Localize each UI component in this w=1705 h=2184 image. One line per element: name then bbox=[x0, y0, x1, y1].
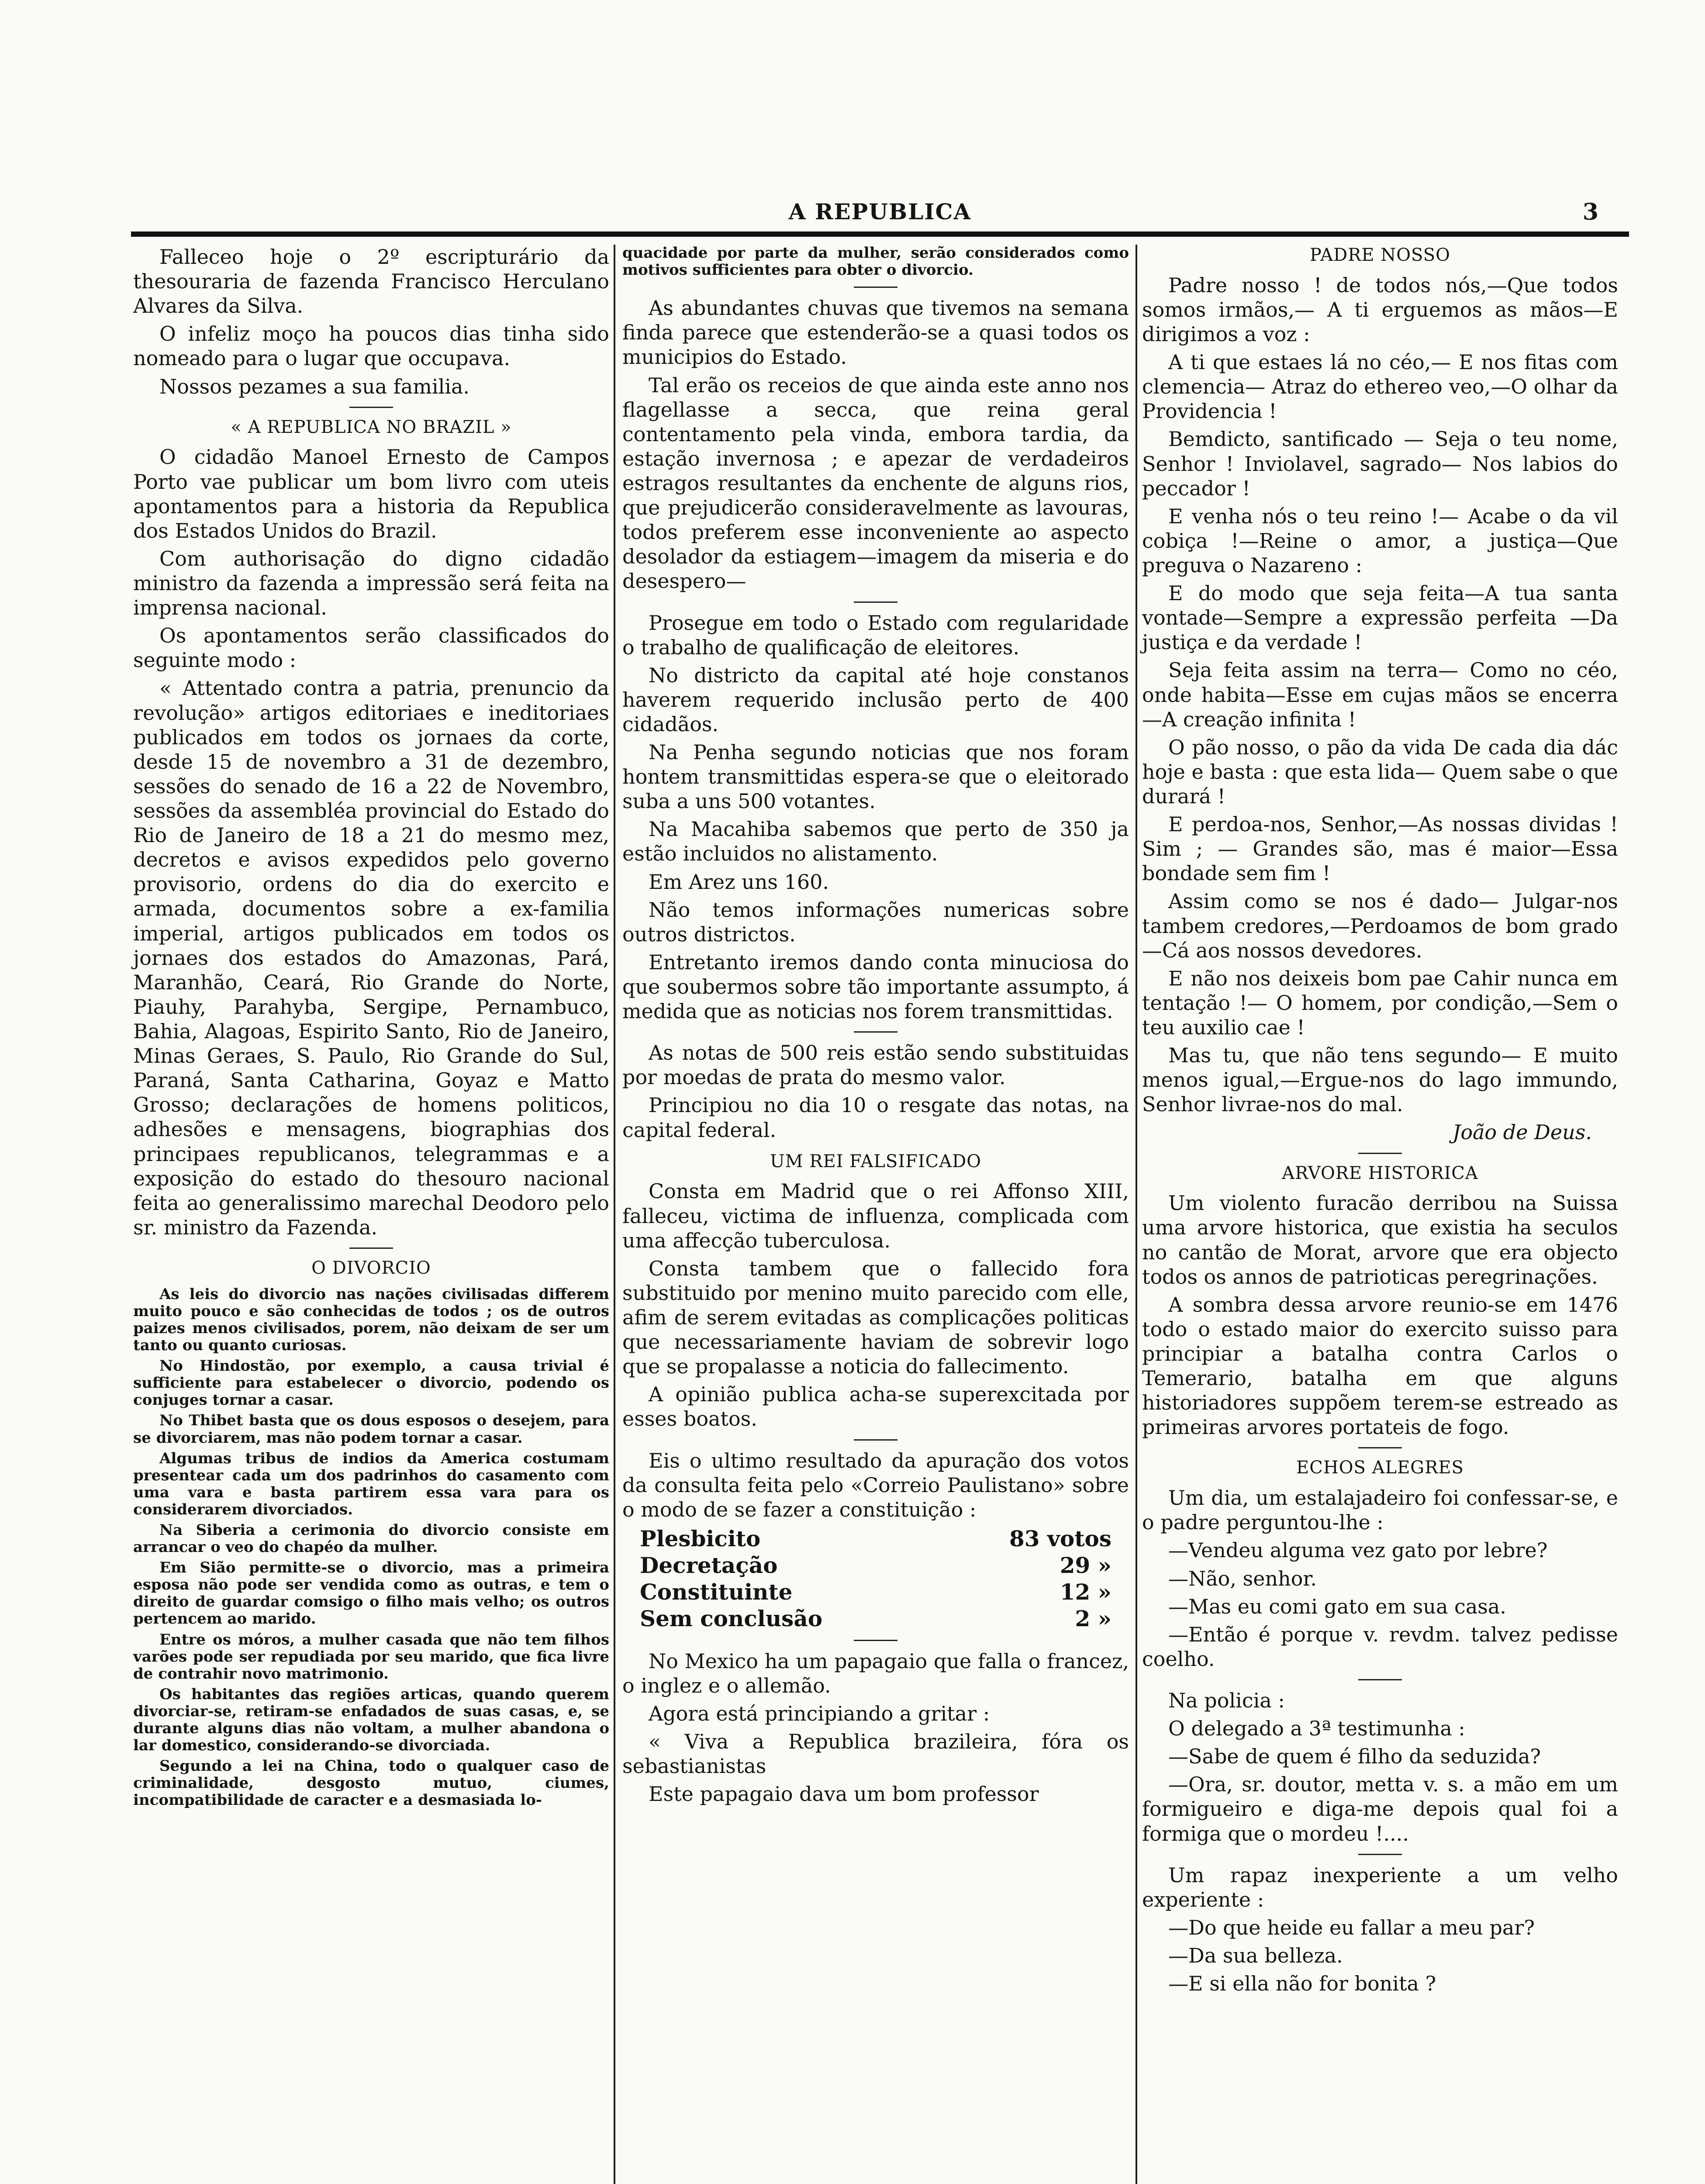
paragraph: —Da sua belleza. bbox=[1168, 1943, 1343, 1967]
paragraph: Assim como se nos é dado— Julgar-nos tambem credores,—Perdoamos de bom grado—Cá aos nossos devedores. bbox=[1142, 889, 1618, 962]
paragraph: No Mexico ha um papagaio que falla o francez, o inglez e o allemão. bbox=[622, 1649, 1129, 1698]
separator bbox=[854, 1031, 897, 1033]
paragraph: Eis o ultimo resultado da apuração dos votos da consulta feita pelo «Correio Paulistano» sobre o modo de se fazer a constituição : bbox=[622, 1448, 1129, 1521]
vote-label: Sem conclusão bbox=[640, 1605, 823, 1631]
newspaper-title: A REPUBLICA bbox=[788, 199, 972, 225]
paragraph: O pão nosso, o pão da vida De cada dia dác hoje e basta : que esta lida— Quem sabe o que durará ! bbox=[1142, 735, 1618, 808]
paragraph: —Sabe de quem é filho da seduzida? bbox=[1168, 1745, 1541, 1769]
vote-value: 2 » bbox=[1075, 1605, 1111, 1631]
paragraph: A opinião publica acha-se superexcitada por esses boatos. bbox=[622, 1382, 1129, 1431]
paragraph: Os apontamentos serão classificados do seguinte modo : bbox=[133, 624, 609, 672]
paragraph: quacidade por parte da mulher, serão considerados como motivos sufficientes para obter o divorcio. bbox=[622, 244, 1129, 279]
paragraph: Em Arez uns 160. bbox=[649, 870, 829, 894]
vote-value: 12 » bbox=[1060, 1579, 1111, 1605]
paragraph: —Vendeu alguma vez gato por lebre? bbox=[1168, 1538, 1548, 1562]
separator bbox=[1358, 1447, 1402, 1448]
paragraph: « Viva a Republica brazileira, fóra os sebastianistas bbox=[622, 1730, 1129, 1778]
paragraph: E venha nós o teu reino !— Acabe o da vil cobiça !—Reine o amor, a justiça—Que preguva o Nazareno : bbox=[1142, 504, 1618, 577]
column-2 bbox=[622, 245, 1129, 1810]
rapaz-article bbox=[1142, 1863, 1618, 1996]
chuvas-article bbox=[622, 296, 1129, 593]
paragraph: Falleceo hoje o 2º escripturário da thesouraria de fazenda Francisco Herculano Alvares da Silva. bbox=[133, 245, 609, 318]
separator bbox=[854, 601, 897, 603]
padre-nosso-poem bbox=[1142, 273, 1618, 1145]
paragraph: Principiou no dia 10 o resgate das notas, na capital federal. bbox=[622, 1093, 1129, 1142]
section-heading: O DIVORCIO bbox=[311, 1258, 431, 1278]
paragraph: No Hindostão, por exemplo, a causa trivial é sufficiente para estabelecer o divorcio, podendo os conjuges tornar a casar. bbox=[133, 1357, 609, 1409]
paragraph: —E si ella não for bonita ? bbox=[1168, 1972, 1436, 1996]
paragraph: Na Siberia a cerimonia do divorcio consiste em arrancar o veo do chapéo da mulher. bbox=[133, 1521, 609, 1556]
paragraph: A ti que estaes lá no céo,— E nos fitas com clemencia— Atraz do ethereo veo,—O olhar da Providencia ! bbox=[1142, 350, 1618, 423]
paragraph: Um dia, um estalajadeiro foi confessar-se, e o padre perguntou-lhe : bbox=[1142, 1486, 1618, 1534]
paragraph: As abundantes chuvas que tivemos na semana finda parece que estenderão-se a quasi todos os municipios do Estado. bbox=[622, 296, 1129, 369]
vote-row bbox=[622, 1579, 1129, 1605]
paragraph: Este papagaio dava um bom professor bbox=[649, 1782, 1039, 1806]
paragraph: E perdoa-nos, Senhor,—As nossas dividas ! Sim ; — Grandes são, mas é maior—Essa bondade sem fim ! bbox=[1142, 812, 1618, 885]
paragraph: Bemdicto, santificado — Seja o teu nome, Senhor ! Inviolavel, sagrado— Nos labios do peccador ! bbox=[1142, 427, 1618, 500]
paragraph: As leis do divorcio nas nações civilisadas differem muito pouco e são conhecidas de todos ; os de outros paizes menos civilisados, porem, não deixam de ser um tanto ou quanto curiosas. bbox=[133, 1285, 609, 1355]
paragraph: Os habitantes das regiões articas, quando querem divorciar-se, retiram-se enfadados de suas casas, e, se durante alguns dias não voltam, a mulher abandona o lar domestico, considerando-se divorciada. bbox=[133, 1685, 609, 1755]
brazil-article bbox=[133, 445, 609, 1240]
paragraph: Segundo a lei na China, todo o qualquer caso de criminalidade, desgosto mutuo, ciumes, incompatibilidade de caracter e a desmasiada lo- bbox=[133, 1757, 609, 1809]
arvore-article bbox=[1142, 1191, 1618, 1439]
paragraph: Tal erão os receios de que ainda este anno nos flagellasse a secca, que reina geral contentamento pela vinda, embora tardia, da estação invernosa ; e apezar de verdadeiros estragos resultantes da enchente de alguns rios, que prejudicerão consideravelmente as lavouras, todos preferem esse inconveniente ao aspecto desolador da estiagem—imagem da miseria e do desespero— bbox=[622, 373, 1129, 593]
paragraph: Em Sião permitte-se o divorcio, mas a primeira esposa não pode ser vendida como as outras, e tem o direito de guardar comsigo o filho mais velho; os outros pertencem ao marido. bbox=[133, 1559, 609, 1628]
paragraph: As notas de 500 reis estão sendo substituidas por moedas de prata do mesmo valor. bbox=[622, 1041, 1129, 1089]
masthead-rule bbox=[131, 232, 1629, 237]
page-number: 3 bbox=[1582, 199, 1598, 225]
separator bbox=[1358, 1679, 1402, 1680]
vote-row bbox=[622, 1552, 1129, 1579]
section-heading: PADRE NOSSO bbox=[1310, 245, 1450, 265]
paragraph: Mas tu, que não tens segundo— E muito menos igual,—Ergue-nos do lago immundo, Senhor livrae-nos do mal. bbox=[1142, 1044, 1618, 1116]
paragraph: —Então é porque v. revdm. talvez pedisse coelho. bbox=[1142, 1622, 1618, 1671]
paragraph: No districto da capital até hoje constanos haverem requerido inclusão perto de 400 cidadãos. bbox=[622, 663, 1129, 736]
paragraph: Prosegue em todo o Estado com regularidade o trabalho de qualificação de eleitores. bbox=[622, 611, 1129, 659]
separator bbox=[854, 1439, 897, 1441]
obituary-article bbox=[133, 245, 609, 399]
paragraph: Entre os móros, a mulher casada que não tem filhos varões pode ser repudiada por seu marido, que fica livre de contrahir novo matrimonio. bbox=[133, 1631, 609, 1683]
masthead bbox=[131, 199, 1629, 229]
column-3 bbox=[1142, 245, 1618, 1999]
echos-article bbox=[1142, 1486, 1618, 1671]
paragraph: Entretanto iremos dando conta minuciosa do que soubermos sobre tão importante assumpto, á medida que as noticias nos forem transmittidas. bbox=[622, 950, 1129, 1023]
paragraph: Não temos informações numericas sobre outros districtos. bbox=[622, 898, 1129, 946]
paragraph: Agora está principiando a gritar : bbox=[649, 1702, 990, 1726]
paragraph: O cidadão Manoel Ernesto de Campos Porto vae publicar um bom livro com uteis apontamentos para a historia da Republica dos Estados Unidos do Brazil. bbox=[133, 445, 609, 543]
separator bbox=[854, 1640, 897, 1641]
section-heading: « A REPUBLICA NO BRAZIL » bbox=[231, 417, 512, 437]
paragraph: Consta em Madrid que o rei Affonso XIII, falleceu, victima de influenza, complicada com uma affecção tuberculosa. bbox=[622, 1179, 1129, 1252]
column-divider-2 bbox=[1136, 245, 1137, 2184]
separator bbox=[854, 287, 897, 288]
vote-value: 29 » bbox=[1060, 1552, 1111, 1578]
paragraph: Um violento furacão derribou na Suissa uma arvore historica, que existia ha seculos no cantão de Morat, arvore que era objecto todos os annos de patrioticas peregrinações. bbox=[1142, 1191, 1618, 1289]
separator bbox=[1358, 1854, 1402, 1855]
section-heading: ECHOS ALEGRES bbox=[1296, 1458, 1464, 1478]
paragraph: O delegado a 3ª testimunha : bbox=[1168, 1717, 1465, 1741]
qualificacao-article bbox=[622, 611, 1129, 1024]
paragraph: No Thibet basta que os dous esposos o desejem, para se divorciarem, mas não podem tornar a casar. bbox=[133, 1412, 609, 1447]
vote-row bbox=[622, 1605, 1129, 1632]
vote-label: Decretação bbox=[640, 1552, 778, 1578]
section-heading: UM REI FALSIFICADO bbox=[770, 1151, 982, 1171]
author-signature: João de Deus. bbox=[1452, 1120, 1592, 1144]
paragraph: Na policia : bbox=[1168, 1688, 1285, 1712]
paragraph: —Ora, sr. doutor, metta v. s. a mão em um formigueiro e diga-me depois qual foi a formiga que o mordeu !.... bbox=[1142, 1773, 1618, 1845]
column-divider-1 bbox=[614, 245, 615, 2184]
rei-article bbox=[622, 1179, 1129, 1431]
paragraph: Padre nosso ! de todos nós,—Que todos somos irmãos,— A ti erguemos as mãos—E dirigimos a voz : bbox=[1142, 273, 1618, 346]
paragraph: Na Penha segundo noticias que nos foram hontem transmittidas espera-se que o eleitorado suba a uns 500 votantes. bbox=[622, 740, 1129, 813]
divorcio-article bbox=[133, 1286, 609, 1809]
paragraph: —Mas eu comi gato em sua casa. bbox=[1168, 1594, 1506, 1618]
paragraph: O infeliz moço ha poucos dias tinha sido nomeado para o lugar que occupava. bbox=[133, 322, 609, 370]
vote-label: Plesbicito bbox=[640, 1525, 761, 1552]
separator bbox=[1358, 1153, 1402, 1154]
paragraph: Seja feita assim na terra— Como no céo, onde habita—Esse em cujas mãos se encerra—A creação infinita ! bbox=[1142, 658, 1618, 731]
section-heading: ARVORE HISTORICA bbox=[1282, 1163, 1478, 1183]
notas-article bbox=[622, 1040, 1129, 1142]
separator bbox=[349, 1248, 393, 1249]
paragraph: E do modo que seja feita—A tua santa vontade—Sempre a expressão perfeita —Da justiça e da verdade ! bbox=[1142, 581, 1618, 654]
paragraph: Um rapaz inexperiente a um velho experiente : bbox=[1142, 1863, 1618, 1911]
paragraph: E não nos deixeis bom pae Cahir nunca em tentação !— O homem, por condição,—Sem o teu auxilio cae ! bbox=[1142, 966, 1618, 1039]
paragraph: « Attentado contra a patria, prenuncio da revolução» artigos editoriaes e ineditoriaes publicados em todos os jornaes da corte, desde 15 de novembro a 31 de dezembro, sessões do senado de 16 a 22 de Novembro, sessões da assembléa provincial do Estado do Rio de Janeiro de 18 a 21 do mesmo mez, decretos e avisos expedidos pelo governo provisorio, ordens do dia do exercito e armada, documentos sobre a ex-familia imperial, artigos publicados em todos os jornaes dos estados do Amazonas, Pará, Maranhão, Ceará, Rio Grande do Norte, Piauhy, Parahyba, Sergipe, Pernambuco, Bahia, Alagoas, Espirito Santo, Rio de Janeiro, Minas Geraes, S. Paulo, Rio Grande do Sul, Paraná, Santa Catharina, Goyaz e Matto Grosso; declarações de homens politicos, adhesões e mensagens, biographias dos principaes republicanos, telegrammas e a exposição do estado do thesouro nacional feita ao generalissimo marechal Deodoro pelo sr. ministro da Fazenda. bbox=[133, 676, 609, 1239]
column-1 bbox=[133, 245, 609, 1812]
paragraph: —Do que heide eu fallar a meu par? bbox=[1168, 1915, 1535, 1939]
policia-article bbox=[1142, 1688, 1618, 1846]
papagaio-article bbox=[622, 1649, 1129, 1807]
paragraph: Na Macahiba sabemos que perto de 350 ja estão incluidos no alistamento. bbox=[622, 817, 1129, 866]
paragraph: A sombra dessa arvore reunio-se em 1476 todo o estado maior do exercito suisso para principiar a batalha contra Carlos o Temerario, batalha em que alguns historiadores suppõem terem-se estreado as primeiras arvores portateis de fogo. bbox=[1142, 1292, 1618, 1439]
paragraph: Consta tambem que o fallecido fora substituido por menino muito parecido com elle, afim de serem evitadas as complicações politicas que necessariamente haviam de sobrevir logo que se propalasse a noticia do fallecimento. bbox=[622, 1256, 1129, 1379]
paragraph: Nossos pezames a sua familia. bbox=[159, 374, 470, 398]
paragraph: —Não, senhor. bbox=[1168, 1566, 1317, 1590]
paragraph: Com authorisação do digno cidadão ministro da fazenda a impressão será feita na imprensa nacional. bbox=[133, 546, 609, 620]
vote-label: Constituinte bbox=[640, 1579, 793, 1605]
vote-table bbox=[622, 1525, 1129, 1632]
separator bbox=[349, 407, 393, 408]
vote-value: 83 votos bbox=[1009, 1525, 1111, 1552]
vote-row bbox=[622, 1525, 1129, 1552]
paragraph: Algumas tribus de indios da America costumam presentear cada um dos padrinhos do casamento com uma vara e basta partirem essa vara para os considerarem divorciados. bbox=[133, 1449, 609, 1518]
